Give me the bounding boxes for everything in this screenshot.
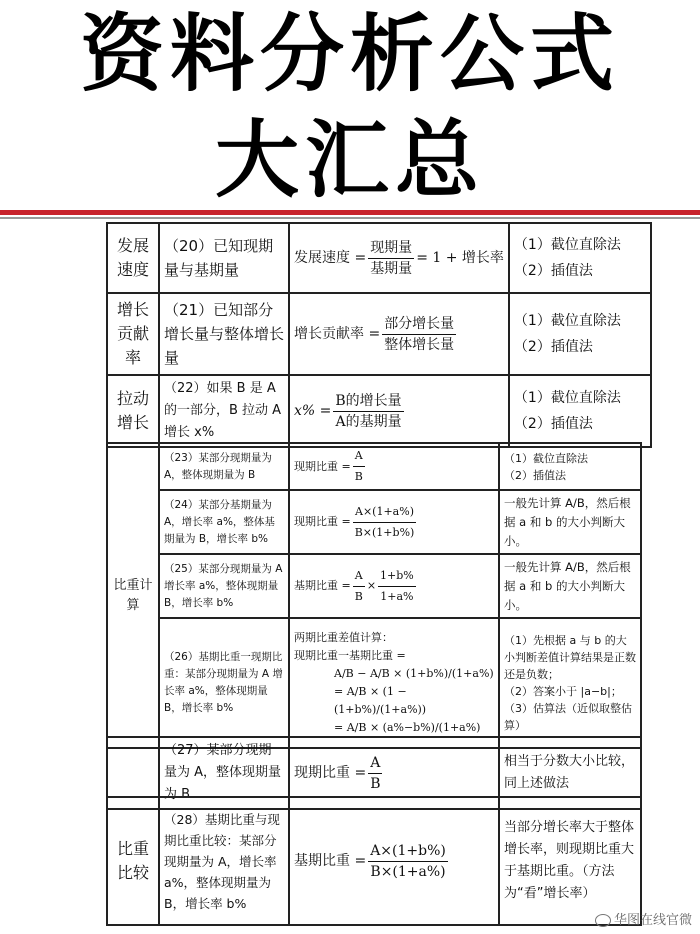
formula-line: A/B − A/B × (1+b%)/(1+a%) bbox=[334, 667, 494, 680]
method-cell: 相当于分数大小比较，同上述做法 bbox=[499, 737, 641, 809]
formula-cell bbox=[289, 443, 499, 490]
denominator: A的基期量 bbox=[335, 413, 402, 430]
method-line: （1）截位直除法 bbox=[513, 237, 621, 253]
description-cell: （25）某部分现期量为 A 增长率 a%，整体现期量 B，增长率 b% bbox=[159, 554, 289, 618]
numerator: A bbox=[368, 753, 382, 774]
formula-line: = A/B × (a%−b%)/(1+a%) bbox=[334, 721, 481, 734]
table-row-20 bbox=[107, 223, 651, 293]
method-line: （1）截位直除法 bbox=[513, 390, 621, 406]
formula-heading: 两期比重差值计算： bbox=[294, 631, 393, 644]
formula-table-28 bbox=[106, 796, 642, 926]
title-divider-red bbox=[0, 210, 700, 215]
fraction bbox=[368, 753, 382, 794]
denominator: B bbox=[370, 775, 381, 792]
table-row-28 bbox=[107, 797, 641, 925]
table-row-25 bbox=[107, 554, 641, 618]
numerator: A bbox=[353, 446, 365, 467]
formula-table-share bbox=[106, 442, 642, 749]
category-cell: 比重计算 bbox=[107, 443, 159, 748]
method-cell bbox=[509, 223, 651, 293]
numerator: 1+b% bbox=[378, 566, 416, 587]
description-cell: （23）某部分现期量为 A，整体现期量为 B bbox=[159, 443, 289, 490]
page-title-line1: 资料分析公式 bbox=[79, 5, 620, 103]
method-line: （2）答案小于 |a−b|； bbox=[504, 685, 622, 698]
table-row-26 bbox=[107, 618, 641, 748]
numerator: A bbox=[353, 566, 365, 587]
description-cell: （26）基期比重一现期比重：某部分现期量为 A 增长率 a%，整体现期量 B，增长率 b% bbox=[159, 618, 289, 748]
numerator: 部分增长量 bbox=[382, 314, 456, 335]
method-line: （2）插值法 bbox=[513, 339, 593, 355]
numerator: A×(1+a%) bbox=[353, 502, 417, 523]
formula-cell bbox=[289, 223, 509, 293]
denominator: B bbox=[354, 589, 363, 603]
method-cell: 当部分增长率大于整体增长率，则现期比重大于基期比重。（方法为“看”增长率） bbox=[499, 797, 641, 925]
formula-cell bbox=[289, 554, 499, 618]
formula-lhs: 发展速度 = bbox=[294, 250, 367, 266]
fraction bbox=[353, 566, 365, 607]
weibo-icon bbox=[595, 914, 611, 927]
formula-line: = A/B × (1 − (1+b%)/(1+a%)) bbox=[334, 685, 427, 716]
fraction bbox=[382, 314, 456, 355]
page-title-line2: 大汇总 bbox=[214, 111, 485, 209]
formula-cell bbox=[289, 618, 499, 748]
description-cell: （21）已知部分增长量与整体增长量 bbox=[159, 293, 289, 375]
method-line: （2）插值法 bbox=[513, 416, 593, 432]
formula-lhs: 现期比重 = bbox=[294, 515, 351, 528]
formula-lhs: 基期比重 = bbox=[294, 579, 351, 592]
method-cell bbox=[499, 618, 641, 748]
formula-lhs: 增长贡献率 = bbox=[294, 326, 381, 342]
denominator: B×(1+b%) bbox=[354, 525, 415, 539]
denominator: B×(1+a%) bbox=[370, 863, 446, 880]
title-divider-gray bbox=[0, 217, 700, 219]
formula-lhs: 现期比重一基期比重 = bbox=[294, 649, 406, 662]
numerator: B的增长量 bbox=[333, 391, 403, 412]
fraction bbox=[368, 238, 414, 279]
method-line: （2）插值法 bbox=[504, 468, 566, 482]
formula-lhs: 基期比重 = bbox=[294, 853, 367, 869]
description-cell: （28）基期比重与现期比重比较：某部分现期量为 A，增长率 a%，整体现期量为 B，增长率 b% bbox=[159, 797, 289, 925]
formula-cell bbox=[289, 797, 499, 925]
table-row-24 bbox=[107, 490, 641, 554]
formula-tail: = 1 + 增长率 bbox=[416, 250, 504, 266]
denominator: 基期量 bbox=[370, 260, 413, 277]
fraction bbox=[333, 391, 403, 432]
method-line: （1）截位直除法 bbox=[504, 451, 588, 465]
description-cell: （20）已知现期量与基期量 bbox=[159, 223, 289, 293]
numerator: A×(1+b%) bbox=[368, 841, 448, 862]
method-cell bbox=[499, 443, 641, 490]
denominator: 整体增长量 bbox=[384, 336, 455, 353]
category-cell: 增长贡献率 bbox=[107, 293, 159, 375]
formula-table-top bbox=[106, 222, 652, 448]
category-cell: 比重比较 bbox=[107, 797, 159, 925]
watermark bbox=[595, 909, 692, 928]
denominator: B bbox=[354, 470, 363, 483]
formula-lhs: 现期比重 = bbox=[294, 765, 367, 781]
formula-cell bbox=[289, 375, 509, 447]
method-line: （2）插值法 bbox=[513, 263, 593, 279]
description-cell: （24）某部分基期量为 A，增长率 a%，整体基期量为 B，增长率 b% bbox=[159, 490, 289, 554]
numerator: 现期量 bbox=[368, 238, 414, 259]
fraction bbox=[378, 566, 416, 607]
fraction bbox=[353, 446, 365, 487]
category-cell: 发展速度 bbox=[107, 223, 159, 293]
method-cell bbox=[509, 293, 651, 375]
method-line: （1）截位直除法 bbox=[513, 313, 621, 329]
fraction bbox=[368, 841, 448, 882]
table-row-22 bbox=[107, 375, 651, 447]
table-row-21 bbox=[107, 293, 651, 375]
formula-cell bbox=[289, 293, 509, 375]
formula-cell bbox=[289, 490, 499, 554]
method-cell bbox=[509, 375, 651, 447]
watermark-text: 华图在线官微 bbox=[613, 913, 692, 928]
table-row-23 bbox=[107, 443, 641, 490]
method-line: （1）先根据 a 与 b 的大小判断差值计算结果是正数还是负数； bbox=[504, 634, 636, 681]
category-cell: 拉动增长 bbox=[107, 375, 159, 447]
method-cell: 一般先计算 A/B，然后根据 a 和 b 的大小判断大小。 bbox=[499, 490, 641, 554]
denominator: 1+a% bbox=[380, 589, 414, 603]
operator: × bbox=[366, 579, 377, 592]
formula-lhs: 现期比重 = bbox=[294, 459, 351, 473]
formula-lhs: x% = bbox=[294, 403, 332, 419]
description-cell: （22）如果 B 是 A 的一部分，B 拉动 A 增长 x% bbox=[159, 375, 289, 447]
description-cell: （27）某部分现期量为 A，整体现期量为 B bbox=[159, 737, 289, 809]
method-cell: 一般先计算 A/B，然后根据 a 和 b 的大小判断大小。 bbox=[499, 554, 641, 618]
method-line: （3）估算法（近似取整估算） bbox=[504, 702, 632, 732]
fraction bbox=[353, 502, 417, 543]
